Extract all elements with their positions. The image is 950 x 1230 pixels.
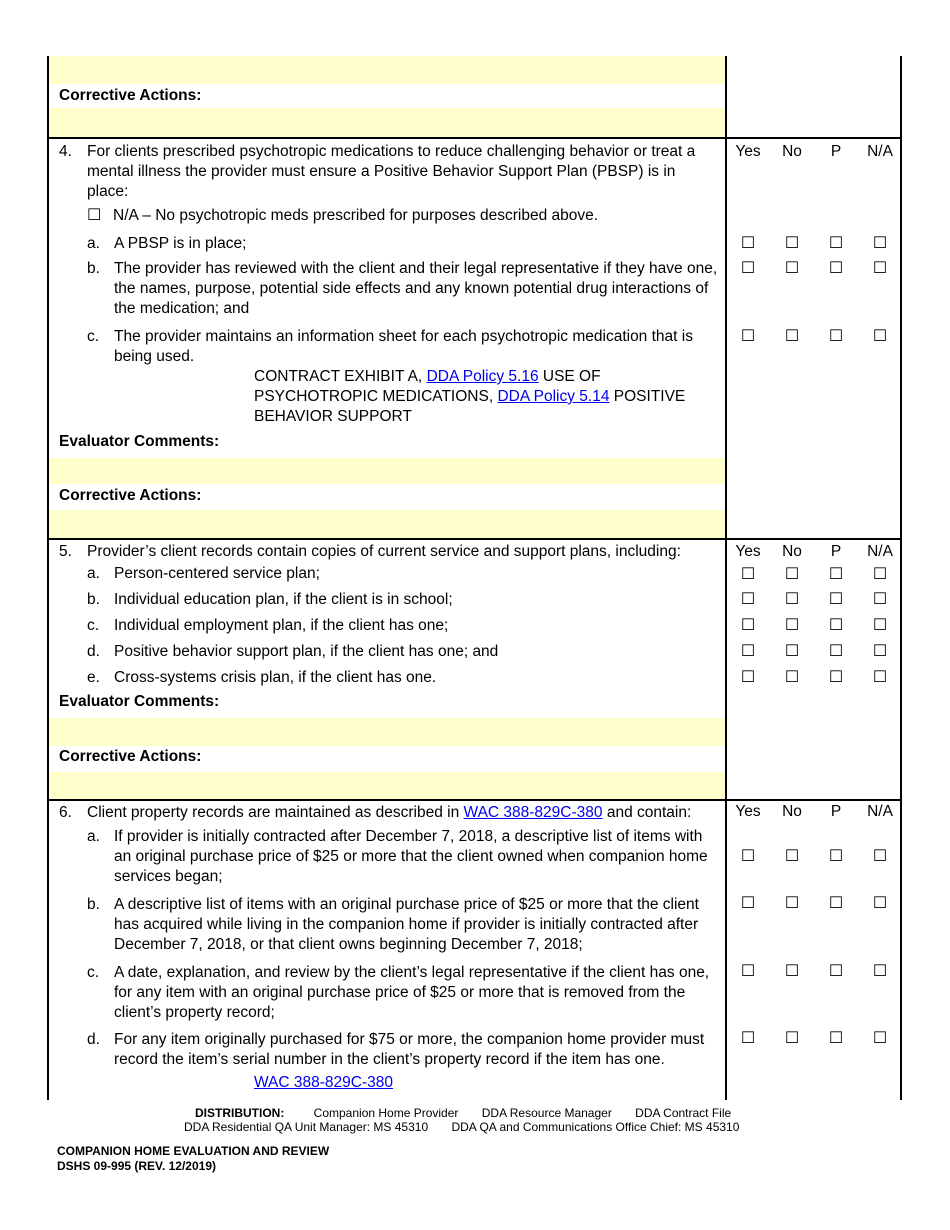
evaluator-comments-field[interactable] [49, 458, 725, 484]
row-divider [47, 799, 902, 801]
evaluator-comments-label: Evaluator Comments: [59, 693, 220, 710]
yes-checkbox[interactable]: ☐ [740, 643, 756, 660]
item-text: A PBSP is in place; [114, 235, 247, 252]
item-letter: a. [87, 235, 100, 252]
answer-checkboxes [726, 641, 902, 661]
item-text: The provider has reviewed with the client and their legal representative if they have one, the names, purpose, potential side effects and any known potential drug interactions of the medication; and [114, 260, 718, 317]
p-checkbox[interactable]: ☐ [828, 235, 844, 252]
reference-text: POSITIVE BEHAVIOR SUPPORT [254, 388, 686, 425]
yes-checkbox[interactable]: ☐ [740, 260, 756, 277]
p-header: P [830, 543, 842, 560]
na-checkbox[interactable]: ☐ [872, 235, 888, 252]
na-option-checkbox[interactable]: ☐ [87, 207, 102, 224]
p-checkbox[interactable]: ☐ [828, 566, 844, 583]
distribution-item: DDA Residential QA Unit Manager: MS 45310 [184, 1120, 429, 1134]
p-checkbox[interactable]: ☐ [828, 617, 844, 634]
na-header: N/A [867, 803, 893, 820]
no-checkbox[interactable]: ☐ [784, 1030, 800, 1047]
reference-text: CONTRACT EXHIBIT A, [254, 368, 423, 385]
no-checkbox[interactable]: ☐ [784, 591, 800, 608]
item-text: For any item originally purchased for $75 or more, the companion home provider must record the item’s serial number in the client’s property record if the item has one. [114, 1031, 705, 1068]
na-checkbox[interactable]: ☐ [872, 848, 888, 865]
item-letter: c. [87, 964, 100, 981]
item-letter: c. [87, 617, 100, 634]
p-header: P [830, 143, 842, 160]
yes-checkbox[interactable]: ☐ [740, 848, 756, 865]
na-checkbox[interactable]: ☐ [872, 591, 888, 608]
p-checkbox[interactable]: ☐ [828, 591, 844, 608]
yes-checkbox[interactable]: ☐ [740, 591, 756, 608]
policy-link[interactable]: DDA Policy 5.14 [497, 388, 610, 405]
na-checkbox[interactable]: ☐ [872, 643, 888, 660]
yes-checkbox[interactable]: ☐ [740, 963, 756, 980]
answer-checkboxes [726, 564, 902, 584]
corrective-actions-label: Corrective Actions: [59, 748, 202, 765]
answer-checkboxes [726, 233, 902, 253]
no-checkbox[interactable]: ☐ [784, 643, 800, 660]
wac-link[interactable]: WAC 388-829C-380 [463, 804, 603, 821]
yes-header: Yes [735, 543, 761, 560]
item-letter: c. [87, 328, 100, 345]
item-letter: b. [87, 591, 100, 608]
distribution-item: Companion Home Provider [313, 1106, 459, 1120]
p-checkbox[interactable]: ☐ [828, 260, 844, 277]
answer-header [726, 542, 902, 562]
distribution-item: DDA QA and Communications Office Chief: MS 45310 [451, 1120, 740, 1134]
na-option-label: N/A – No psychotropic meds prescribed for purposes described above. [113, 207, 599, 224]
corrective-actions-field[interactable] [49, 108, 725, 138]
yes-checkbox[interactable]: ☐ [740, 1030, 756, 1047]
row-divider [47, 137, 902, 139]
policy-link[interactable]: DDA Policy 5.16 [426, 368, 539, 385]
no-checkbox[interactable]: ☐ [784, 235, 800, 252]
no-checkbox[interactable]: ☐ [784, 848, 800, 865]
yes-checkbox[interactable]: ☐ [740, 235, 756, 252]
answer-checkboxes [726, 615, 902, 635]
evaluator-comments-label: Evaluator Comments: [59, 433, 220, 450]
corrective-actions-field[interactable] [49, 772, 725, 800]
na-checkbox[interactable]: ☐ [872, 566, 888, 583]
item-text: Cross-systems crisis plan, if the client has one. [114, 669, 437, 686]
p-checkbox[interactable]: ☐ [828, 895, 844, 912]
reference [254, 1073, 393, 1093]
corrective-actions-field[interactable] [49, 510, 725, 538]
distribution-label: DISTRIBUTION: [195, 1106, 285, 1120]
question-text: Provider’s client records contain copies of current service and support plans, including: [87, 543, 681, 560]
p-checkbox[interactable]: ☐ [828, 848, 844, 865]
distribution-item: DDA Contract File [635, 1106, 732, 1120]
na-header: N/A [867, 543, 893, 560]
no-checkbox[interactable]: ☐ [784, 669, 800, 686]
answer-checkboxes [726, 846, 902, 866]
no-checkbox[interactable]: ☐ [784, 617, 800, 634]
answer-header [726, 142, 902, 162]
wac-link[interactable]: WAC 388-829C-380 [254, 1074, 393, 1091]
na-header: N/A [867, 143, 893, 160]
p-header: P [830, 803, 842, 820]
item-letter: b. [87, 260, 100, 277]
na-checkbox[interactable]: ☐ [872, 669, 888, 686]
question-text-end: and contain: [606, 804, 692, 821]
na-checkbox[interactable]: ☐ [872, 895, 888, 912]
na-checkbox[interactable]: ☐ [872, 260, 888, 277]
answer-checkboxes [726, 589, 902, 609]
answer-checkboxes [726, 258, 902, 278]
item-letter: a. [87, 828, 100, 845]
item-text: The provider maintains an information sheet for each psychotropic medication that is being used. [114, 328, 693, 365]
item-text: A descriptive list of items with an original purchase price of $25 or more that the client has acquired while living in the companion home if provider is initially contracted after December 7, 2018, or that client owns beginning December 7, 2018; [114, 896, 699, 953]
question-number: 4. [59, 143, 72, 160]
item-text: Person-centered service plan; [114, 565, 320, 582]
no-header: No [782, 143, 802, 160]
evaluator-comments-field[interactable] [49, 718, 725, 746]
no-checkbox[interactable]: ☐ [784, 566, 800, 583]
item-letter: e. [87, 669, 100, 686]
answer-checkboxes [726, 326, 902, 346]
form-title: COMPANION HOME EVALUATION AND REVIEW [57, 1144, 330, 1158]
na-checkbox[interactable]: ☐ [872, 617, 888, 634]
no-checkbox[interactable]: ☐ [784, 963, 800, 980]
yes-checkbox[interactable]: ☐ [740, 328, 756, 345]
p-checkbox[interactable]: ☐ [828, 669, 844, 686]
no-checkbox[interactable]: ☐ [784, 328, 800, 345]
yes-checkbox[interactable]: ☐ [740, 669, 756, 686]
question-number: 5. [59, 543, 72, 560]
distribution-item: DDA Resource Manager [481, 1106, 612, 1120]
p-checkbox[interactable]: ☐ [828, 963, 844, 980]
item-text: If provider is initially contracted after December 7, 2018, a descriptive list of items with an original purchase price of $25 or more that the client owned when companion home services began; [114, 828, 708, 885]
form-number: DSHS 09-995 (REV. 12/2019) [57, 1159, 216, 1173]
item-text: Positive behavior support plan, if the client has one; and [114, 643, 499, 660]
yes-checkbox[interactable]: ☐ [740, 566, 756, 583]
item-letter: d. [87, 643, 100, 660]
p-checkbox[interactable]: ☐ [828, 643, 844, 660]
p-checkbox[interactable]: ☐ [828, 1030, 844, 1047]
question-text [87, 803, 723, 823]
item-text: Individual education plan, if the client is in school; [114, 591, 453, 608]
yellow-band [49, 56, 725, 84]
p-checkbox[interactable]: ☐ [828, 328, 844, 345]
question-number: 6. [59, 804, 72, 821]
distribution-line [184, 1120, 739, 1134]
corrective-actions-label: Corrective Actions: [59, 487, 202, 504]
yes-header: Yes [735, 803, 761, 820]
no-header: No [782, 803, 802, 820]
item-text: Individual employment plan, if the client has one; [114, 617, 449, 634]
distribution-line [195, 1106, 731, 1120]
reference-text: USE OF PSYCHOTROPIC MEDICATIONS, [254, 368, 601, 405]
item-text: A date, explanation, and review by the client’s legal representative if the client has one, for any item with an original purchase price of $25 or more that is removed from the client’s property record; [114, 964, 710, 1021]
question-text-start: Client property records are maintained as described in [87, 804, 460, 821]
no-checkbox[interactable]: ☐ [784, 260, 800, 277]
item-letter: a. [87, 565, 100, 582]
yes-header: Yes [735, 143, 761, 160]
yes-checkbox[interactable]: ☐ [740, 895, 756, 912]
answer-checkboxes [726, 1028, 902, 1048]
answer-checkboxes [726, 667, 902, 687]
na-checkbox[interactable]: ☐ [872, 328, 888, 345]
yes-checkbox[interactable]: ☐ [740, 617, 756, 634]
answer-checkboxes [726, 893, 902, 913]
corrective-actions-label: Corrective Actions: [59, 87, 202, 104]
row-divider [47, 538, 902, 540]
na-checkbox[interactable]: ☐ [872, 1030, 888, 1047]
answer-header [726, 802, 902, 822]
no-header: No [782, 543, 802, 560]
question-text: For clients prescribed psychotropic medications to reduce challenging behavior or treat a mental illness the provider must ensure a Positive Behavior Support Plan (PBSP) is in place: [87, 143, 696, 200]
na-checkbox[interactable]: ☐ [872, 963, 888, 980]
item-letter: d. [87, 1031, 100, 1048]
table-left-border [47, 56, 49, 1100]
no-checkbox[interactable]: ☐ [784, 895, 800, 912]
answer-checkboxes [726, 961, 902, 981]
item-letter: b. [87, 896, 100, 913]
reference [254, 367, 714, 427]
